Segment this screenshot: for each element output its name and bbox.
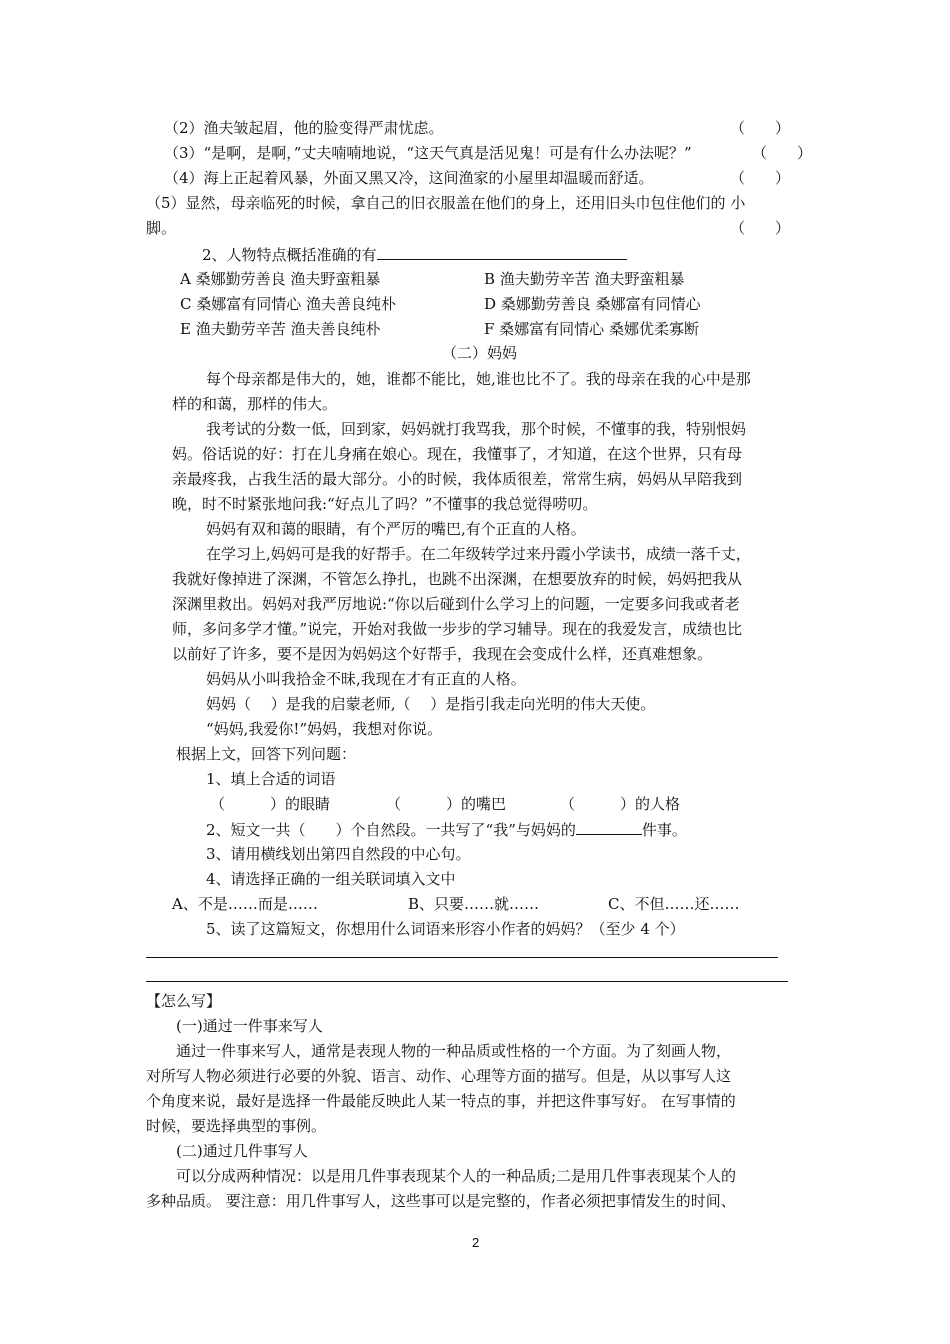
how-paragraph-line: 可以分成两种情况：以是用几件事表现某个人的一种品质;二是用几件事表现某个人的 (176, 1167, 737, 1185)
answer-bracket: （ ） (730, 169, 791, 187)
connective-option-b: B、只要……就…… (408, 895, 540, 913)
answer-blank (576, 818, 642, 835)
passage-line: “妈妈,我爱你!”妈妈，我想对你说。 (206, 720, 443, 738)
question-character-traits (202, 243, 627, 266)
fill-item-mouth: （ ）的嘴巴 (386, 795, 507, 813)
answer-bracket: （ ） (730, 119, 791, 137)
passage-line: 亲最疼我，占我生活的最大部分。小的时候，我体质很差，常常生病，妈妈从早陪我到 (172, 470, 743, 488)
question-5-cont: 脚。 (146, 219, 177, 237)
connective-option-c: C、不但……还…… (608, 895, 740, 913)
passage-line: 师，多问多学才懂。”说完，开始对我做一步步的学习辅导。现在的我爱发言，成绩也比 (172, 620, 743, 638)
question-label: 2、短文一共（ ）个自然段。一共写了“我”与妈妈的 (206, 821, 576, 839)
how-paragraph-line: 多种品质。 要注意：用几件事写人，这些事可以是完整的，作者必须把事情发生的时间、 (146, 1192, 736, 1210)
option-c: C 桑娜富有同情心 渔夫善良纯朴 (180, 295, 397, 313)
passage-line: 妈妈从小叫我拾金不昧,我现在才有正直的人格。 (206, 670, 526, 688)
instruction: 根据上文，回答下列问题： (176, 745, 357, 763)
passage-line: 在学习上,妈妈可是我的好帮手。在二年级转学过来丹霞小学读书，成绩一落千丈， (206, 545, 751, 563)
question-label-tail: 件事。 (641, 821, 687, 839)
passage-line: 晚，时不时紧张地问我:“好点儿了吗？”不懂事的我总觉得唠叨。 (172, 495, 598, 513)
how-subtitle-2: (二)通过几件事写人 (176, 1142, 308, 1160)
fill-item-character: （ ）的人格 (560, 795, 681, 813)
how-to-write-title: 【怎么写】 (146, 992, 222, 1010)
option-a: A 桑娜勤劳善良 渔夫野蛮粗暴 (180, 270, 381, 288)
connective-option-a: A、不是……而是…… (172, 895, 318, 913)
question-paragraph-count (206, 818, 687, 841)
question-2: （2）渔夫皱起眉，他的脸变得严肃忧虑。 (164, 119, 444, 137)
question-connectives: 4、请选择正确的一组关联词填入文中 (206, 870, 456, 888)
option-f: F 桑娜富有同情心 桑娜优柔寡断 (484, 320, 699, 338)
answer-bracket: （ ） (752, 144, 813, 162)
passage-line: 妈。俗话说的好：打在儿身痛在娘心。现在，我懂事了，才知道，在这个世界，只有母 (172, 445, 743, 463)
passage-line: 我就好像掉进了深渊，不管怎么挣扎，也跳不出深渊，在想要放弃的时候，妈妈把我从 (172, 570, 743, 588)
passage-line: 妈妈（ ）是我的启蒙老师,（ ）是指引我走向光明的伟大天使。 (206, 695, 656, 713)
passage-line: 以前好了许多，要不是因为妈妈这个好帮手，我现在会变成什么样，还真难想象。 (172, 645, 713, 663)
how-paragraph-line: 通过一件事来写人，通常是表现人物的一种品质或性格的一个方面。为了刻画人物， (176, 1042, 732, 1060)
answer-line (146, 981, 788, 982)
section-title: （二）妈妈 (442, 344, 518, 362)
answer-bracket: （ ） (730, 219, 791, 237)
question-fill-words: 1、填上合适的词语 (206, 770, 336, 788)
answer-blank (377, 243, 627, 260)
passage-line: 妈妈有双和蔼的眼睛，有个严厉的嘴巴,有个正直的人格。 (206, 520, 586, 538)
page-number: 2 (472, 1235, 480, 1250)
option-b: B 渔夫勤劳辛苦 渔夫野蛮粗暴 (484, 270, 685, 288)
option-e: E 渔夫勤劳辛苦 渔夫善良纯朴 (180, 320, 381, 338)
question-describe-mother: 5、读了这篇短文，你想用什么词语来形容小作者的妈妈？（至少 4 个） (206, 920, 685, 938)
how-paragraph-line: 时候，要选择典型的事例。 (146, 1117, 327, 1135)
how-subtitle-1: (一)通过一件事来写人 (176, 1017, 323, 1035)
question-label: 2、人物特点概括准确的有 (202, 246, 377, 264)
question-5: （5）显然，母亲临死的时候，拿自己的旧衣服盖在他们的身上，还用旧头巾包住他们的 小 (146, 194, 746, 212)
question-center-sentence: 3、请用横线划出第四自然段的中心句。 (206, 845, 471, 863)
passage-line: 每个母亲都是伟大的，她，谁都不能比，她,谁也比不了。我的母亲在我的心中是那 (206, 370, 751, 388)
passage-line: 我考试的分数一低，回到家，妈妈就打我骂我，那个时候，不懂事的我，特别恨妈 (206, 420, 747, 438)
passage-line: 深渊里救出。妈妈对我严厉地说:“你以后碰到什么学习上的问题，一定要多问我或者老 (172, 595, 740, 613)
passage-line: 样的和蔼，那样的伟大。 (172, 395, 338, 413)
answer-line (146, 957, 778, 958)
how-paragraph-line: 对所写人物必须进行必要的外貌、语言、动作、心理等方面的描写。但是，从以事写人这 (146, 1067, 732, 1085)
fill-item-eyes: （ ）的眼睛 (210, 795, 331, 813)
how-paragraph-line: 个角度来说，最好是选择一件最能反映此人某一特点的事，并把这件事写好。 在写事情的 (146, 1092, 736, 1110)
question-3: （3）“是啊，是啊，”丈夫喃喃地说，“这天气真是活见鬼！可是有什么办法呢？” (164, 144, 692, 162)
question-4: （4）海上正起着风暴，外面又黑又冷，这间渔家的小屋里却温暖而舒适。 (164, 169, 654, 187)
option-d: D 桑娜勤劳善良 桑娜富有同情心 (484, 295, 701, 313)
